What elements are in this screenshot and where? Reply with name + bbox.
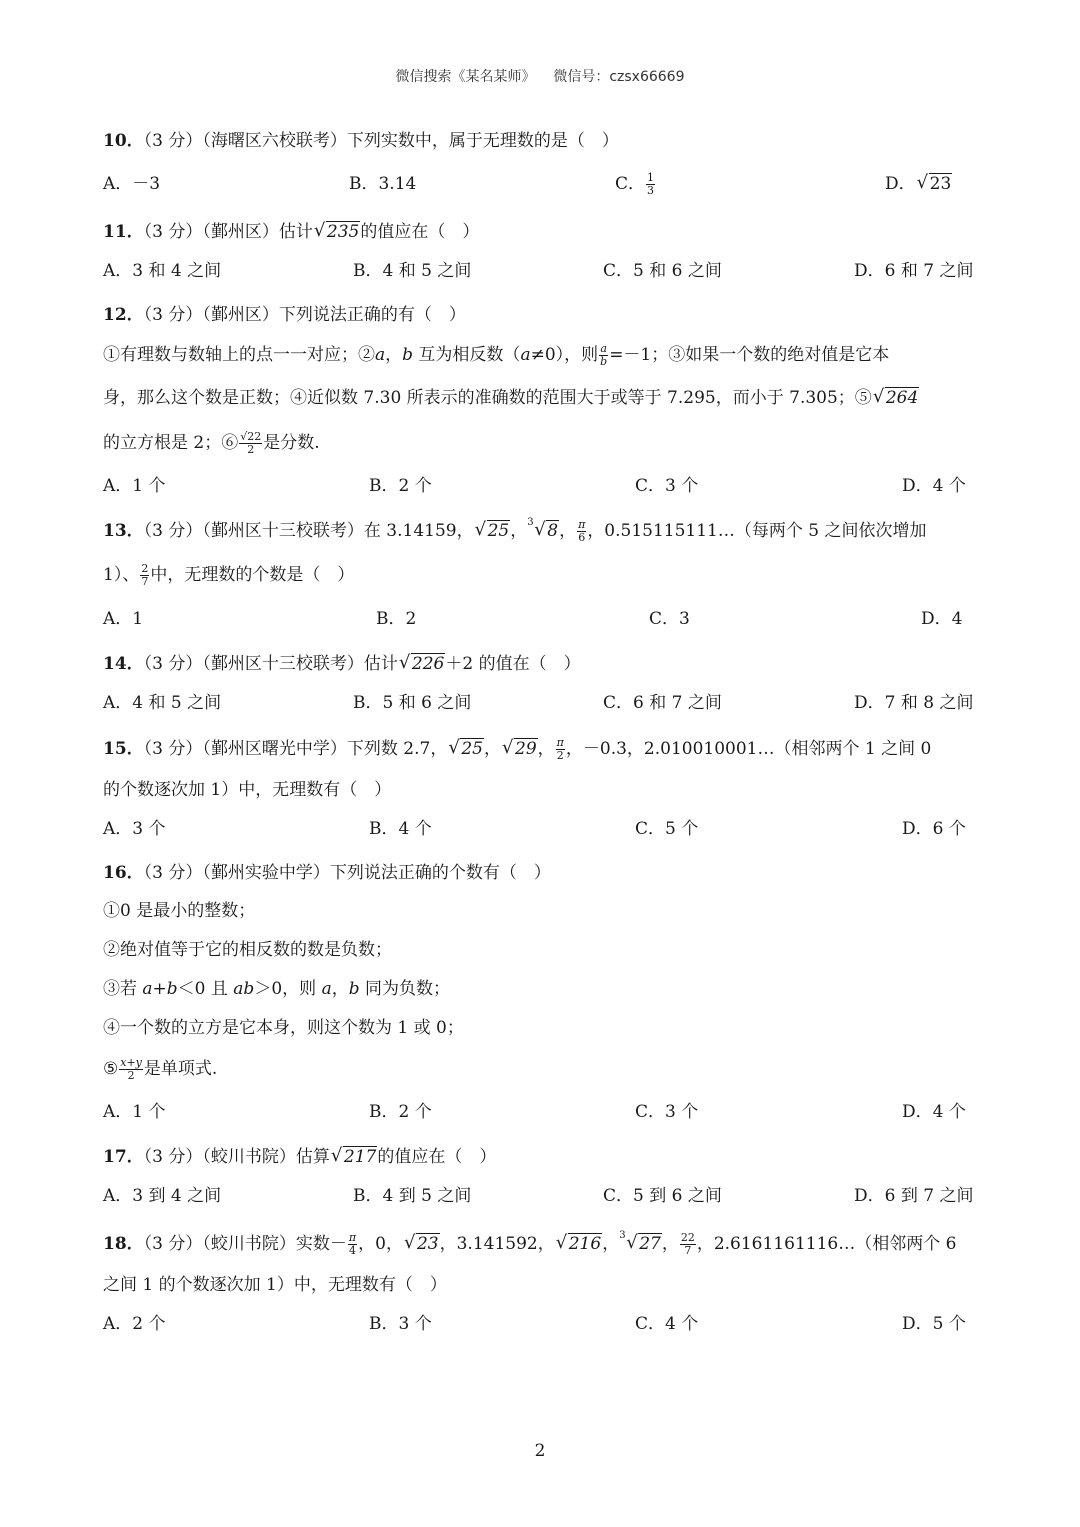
- option-a: A．1 个: [103, 476, 166, 496]
- option-d: D．6 和 7 之间: [854, 261, 974, 281]
- page-number: 2: [534, 1441, 546, 1461]
- question-12-stem: 12．（3 分）（鄞州区）下列说法正确的有（ ）: [103, 305, 466, 325]
- question-12-line-2: 身，那么这个数是正数；④近似数 7.30 所表示的准确数的范围大于或等于 7.295，而小于 7.305；⑤√ 264: [103, 385, 919, 411]
- question-15-stem: 15．（3 分）（鄞州区曙光中学）下列数 2.7，√ 25，√ 29， $\frac{\pi}{2}$ ，－0.3，2.010010001…（相邻两个 1 之间 0: [103, 736, 931, 762]
- option-b: B．5 和 6 之间: [353, 693, 472, 713]
- option-c: C．6 和 7 之间: [603, 693, 722, 713]
- option-b: B．2 个: [369, 476, 432, 496]
- option-a: A．3 和 4 之间: [103, 261, 222, 281]
- option-c: C． $\frac{1}{3}$: [615, 171, 655, 197]
- question-14-options: [103, 690, 983, 716]
- question-16-statement-3: ③若 a+b＜0 且 ab＞0，则 a，b 同为负数；: [103, 979, 450, 999]
- option-d: D．7 和 8 之间: [854, 693, 974, 713]
- option-a: A．2 个: [103, 1314, 166, 1334]
- option-b: B．3 个: [369, 1314, 432, 1334]
- option-d: D．6 到 7 之间: [854, 1186, 974, 1206]
- question-11-options: [103, 258, 983, 284]
- option-d: D．4 个: [902, 1102, 966, 1122]
- page-header: 微信搜索《某名某师》 微信号：czsx66669: [395, 69, 685, 85]
- question-18-line-2: 之间 1 的个数逐次加 1）中，无理数有（ ）: [103, 1275, 447, 1295]
- option-b: B．3.14: [349, 174, 417, 194]
- option-b: B．4 个: [369, 819, 432, 839]
- option-d: D．5 个: [902, 1314, 966, 1334]
- question-10-options: [103, 171, 983, 197]
- option-b: B．4 到 5 之间: [353, 1186, 472, 1206]
- question-13-stem: 13．（3 分）（鄞州区十三校联考）在 3.14159，√ 25， 3 √ 8， $\frac{\pi}{6}$ ，0.515115111…（每两个 5 之间依次增加: [103, 518, 927, 544]
- question-10-stem: 10．（3 分）（海曙区六校联考）下列实数中，属于无理数的是（ ）: [103, 131, 619, 151]
- question-18-stem: 18．（3 分）（蛟川书院）实数－ $\frac{\pi}{4}$ ，0，√ 23，3.141592，√ 216， 3 √ 27， $\frac{22}{7}$ ，2.6161161116…（相邻两个 6: [103, 1231, 956, 1257]
- option-c: C．4 个: [635, 1314, 699, 1334]
- option-d: D．4 个: [902, 476, 966, 496]
- option-d: D．6 个: [902, 819, 966, 839]
- option-a: A．3 个: [103, 819, 166, 839]
- question-12-line-3: 的立方根是 2；⑥ $\frac{√22}{2}$ 是分数.: [103, 430, 320, 456]
- option-a: A．1: [103, 609, 144, 629]
- question-15-options: [103, 816, 983, 842]
- option-a: A．3 到 4 之间: [103, 1186, 222, 1206]
- question-13-line-2: 1）、 $\frac{2}{7}$ 中，无理数的个数是（ ）: [103, 562, 355, 588]
- option-b: B．2 个: [369, 1102, 432, 1122]
- option-a: A．4 和 5 之间: [103, 693, 222, 713]
- option-b: B．2: [376, 609, 417, 629]
- question-17-stem: 17．（3 分）（蛟川书院）估算√ 217的值应在（ ）: [103, 1144, 496, 1170]
- question-16-options: [103, 1099, 983, 1125]
- option-c: C．5 和 6 之间: [603, 261, 722, 281]
- option-c: C．5 到 6 之间: [603, 1186, 722, 1206]
- question-15-line-2: 的个数逐次加 1）中，无理数有（ ）: [103, 780, 392, 800]
- question-13-options: [103, 606, 983, 632]
- question-18-options: [103, 1311, 983, 1337]
- question-16-statement-4: ④一个数的立方是它本身，则这个数为 1 或 0；: [103, 1018, 464, 1038]
- question-16-statement-1: ①0 是最小的整数；: [103, 901, 256, 921]
- option-c: C．3 个: [635, 476, 699, 496]
- question-11-stem: 11．（3 分）（鄞州区）估计√ 235的值应在（ ）: [103, 219, 479, 245]
- option-d: D．4: [921, 609, 963, 629]
- question-12-options: [103, 473, 983, 499]
- question-16-statement-2: ②绝对值等于它的相反数的数是负数；: [103, 940, 392, 960]
- question-16-stem: 16．（3 分）（鄞州实验中学）下列说法正确的个数有（ ）: [103, 863, 551, 883]
- option-c: C．3 个: [635, 1102, 699, 1122]
- option-c: C．3: [649, 609, 690, 629]
- option-a: A．1 个: [103, 1102, 166, 1122]
- question-14-stem: 14．（3 分）（鄞州区十三校联考）估计√ 226＋2 的值在（ ）: [103, 651, 581, 677]
- question-12-line-1: ①有理数与数轴上的点一一对应；②a，b 互为相反数（a≠0），则 $\frac{a}{b}$ =－1；③如果一个数的绝对值是它本: [103, 342, 890, 368]
- option-d: D．√ 23: [885, 171, 952, 197]
- option-c: C．5 个: [635, 819, 699, 839]
- option-b: B．4 和 5 之间: [353, 261, 472, 281]
- option-a: A．－3: [103, 174, 161, 194]
- question-16-statement-5: ⑤ $\frac{x+y}{2}$ 是单项式.: [103, 1056, 218, 1082]
- question-17-options: [103, 1183, 983, 1209]
